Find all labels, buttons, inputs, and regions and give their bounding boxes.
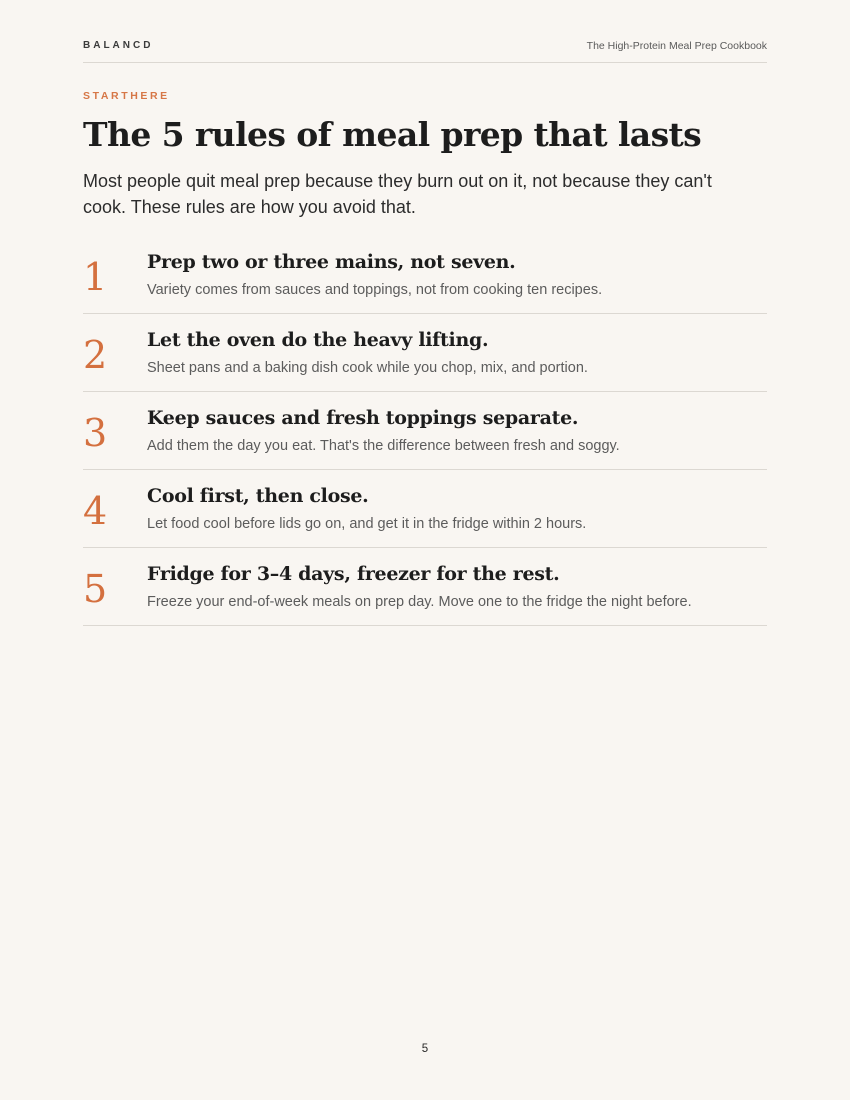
rule-description: Let food cool before lids go on, and get it in the fridge within 2 hours. xyxy=(147,516,587,532)
rule-item xyxy=(83,236,767,314)
rule-description: Add them the day you eat. That's the difference between fresh and soggy. xyxy=(147,438,620,454)
section-eyebrow: STARTHERE xyxy=(83,90,170,102)
rule-title: Prep two or three mains, not seven. xyxy=(147,251,516,273)
rule-number: 2 xyxy=(83,333,108,377)
page-header xyxy=(83,38,767,63)
brand-logo: BALANCD xyxy=(83,40,154,51)
rule-number: 5 xyxy=(83,567,108,611)
rule-title: Cool first, then close. xyxy=(147,485,369,507)
rule-item xyxy=(83,392,767,470)
intro-paragraph: Most people quit meal prep because they burn out on it, not because they can't cook. These rules are how you avoid that. xyxy=(83,171,712,217)
page xyxy=(83,0,767,1100)
rule-title: Fridge for 3–4 days, freezer for the rest. xyxy=(147,563,560,585)
rule-description: Sheet pans and a baking dish cook while you chop, mix, and portion. xyxy=(147,360,588,376)
rules-list xyxy=(83,236,767,626)
book-title: The High-Protein Meal Prep Cookbook xyxy=(586,40,767,52)
rule-number: 1 xyxy=(83,255,108,299)
rule-item xyxy=(83,314,767,392)
rule-description: Variety comes from sauces and toppings, not from cooking ten recipes. xyxy=(147,282,603,298)
rule-number: 3 xyxy=(83,411,108,455)
rule-item xyxy=(83,470,767,548)
page-title: The 5 rules of meal prep that lasts xyxy=(83,115,702,154)
rule-item xyxy=(83,548,767,626)
rule-number: 4 xyxy=(83,489,108,533)
page-number: 5 xyxy=(421,1043,429,1055)
rule-title: Keep sauces and fresh toppings separate. xyxy=(147,407,579,429)
rule-title: Let the oven do the heavy lifting. xyxy=(147,329,489,351)
rule-description: Freeze your end-of-week meals on prep day. Move one to the fridge the night before. xyxy=(147,594,692,610)
